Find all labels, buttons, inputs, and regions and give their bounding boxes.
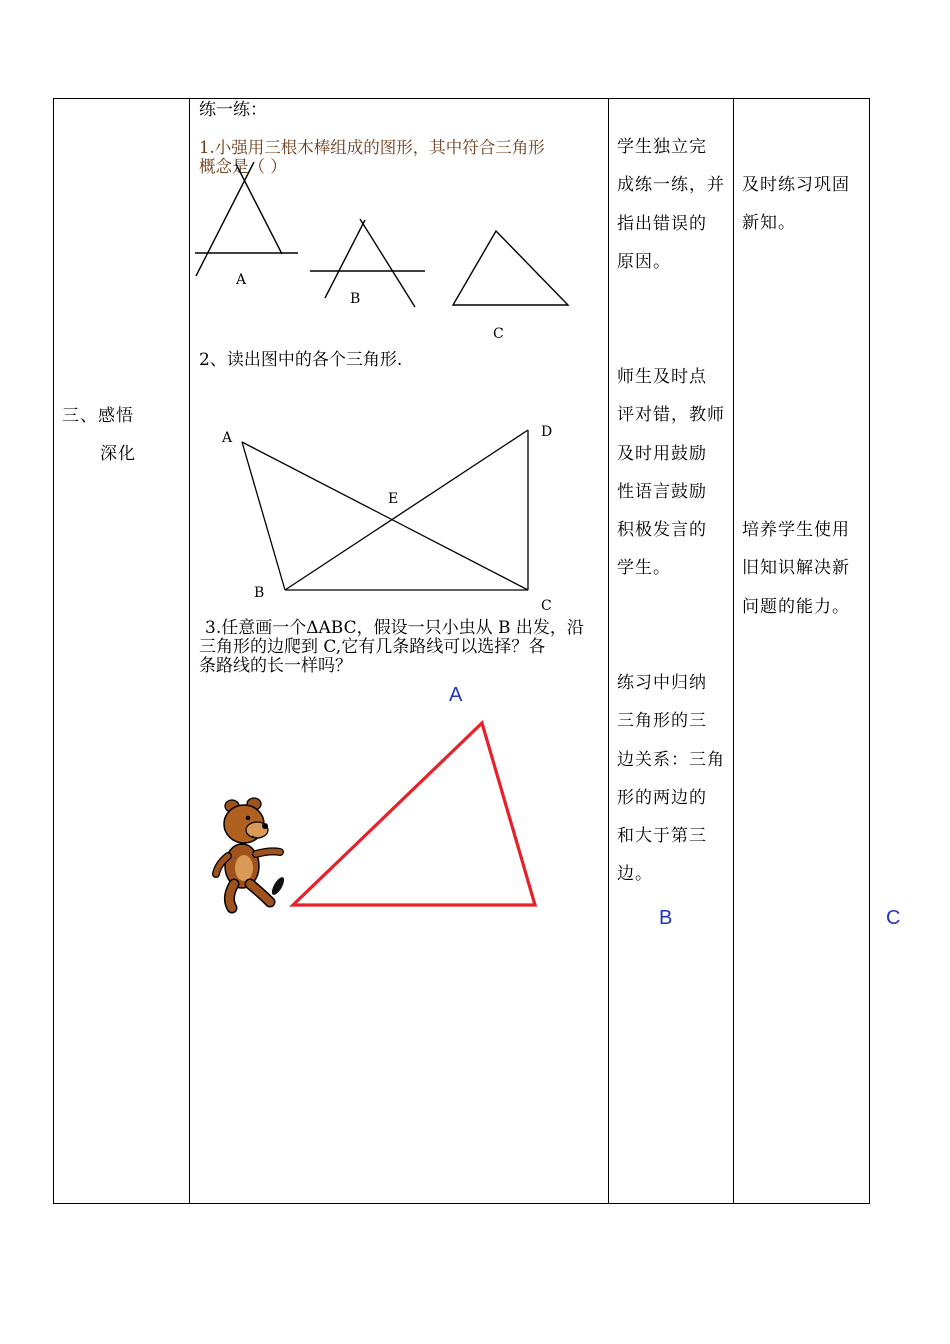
point-d-label: D: [541, 424, 553, 440]
column-divider-3: [733, 98, 734, 1204]
red-triangle: [285, 715, 545, 915]
question-1-line1: 1.小强用三根木棒组成的图形，其中符合三角形: [199, 138, 545, 157]
triangle-label-c: C: [886, 907, 901, 929]
figure-b-sticks: [305, 215, 435, 315]
question-2-text: 2、读出图中的各个三角形.: [199, 350, 403, 370]
question-3-line3: 条路线的长一样吗？: [199, 656, 352, 676]
student-activity-block-3: 练习中归纳 三角形的三 边关系：三角 形的两边的 和大于第三 边。: [617, 673, 725, 885]
point-c-label: C: [541, 598, 552, 614]
question-3-line2: 三角形的边爬到 C,它有几条路线可以选择？各: [199, 637, 546, 657]
figure-a-label: A: [236, 272, 247, 288]
question-1-line2: 概念是（ ）: [199, 157, 287, 176]
student-activity-block-1: 学生独立完 成练一练，并 指出错误的 原因。: [617, 137, 725, 272]
figure-c-label: C: [493, 326, 504, 342]
bear-cartoon-icon: [212, 798, 292, 913]
triangle-label-a: A: [449, 684, 463, 706]
section-title-line1: 三、感悟: [62, 406, 134, 426]
point-b-label: B: [254, 585, 265, 601]
figure-a-sticks: [190, 160, 310, 280]
triangle-label-b: B: [659, 907, 673, 929]
student-activity-block-2: 师生及时点 评对错，教师 及时用鼓励 性语言鼓励 积极发言的 学生。: [617, 367, 725, 579]
figure-c-triangle: [448, 225, 578, 315]
intent-block-2: 培养学生使用 旧知识解决新 问题的能力。: [742, 520, 850, 617]
point-a-label: A: [222, 430, 233, 446]
figure-b-label: B: [350, 291, 361, 307]
point-e-label: E: [388, 491, 399, 507]
question-3-line1: 3.任意画一个ΔABC，假设一只小虫从 B 出发，沿: [205, 618, 584, 638]
column-divider-2: [608, 98, 609, 1204]
intent-block-1: 及时练习巩固 新知。: [742, 175, 850, 234]
crossed-triangles-figure: [230, 420, 553, 600]
exercise-heading: 练一练：: [199, 100, 267, 120]
section-title-line2: 深化: [100, 444, 136, 464]
